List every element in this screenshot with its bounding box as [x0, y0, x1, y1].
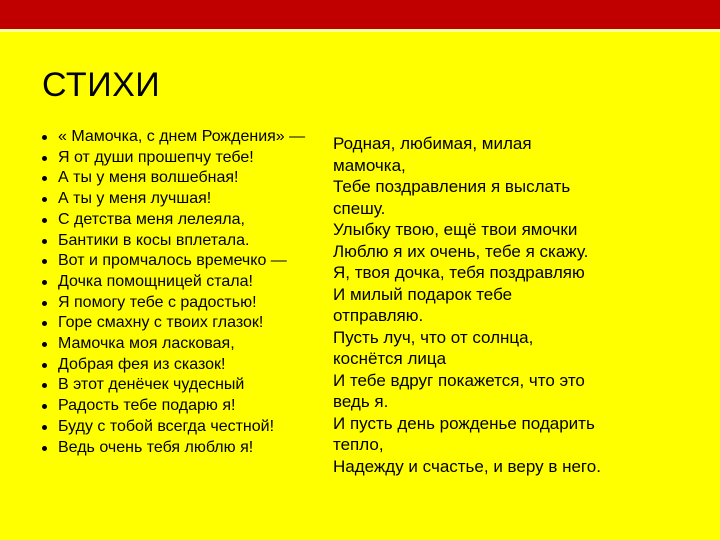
right-poem-line: мамочка, [333, 155, 406, 175]
right-poem-line: спешу. [333, 198, 386, 218]
left-poem-line: С детства меня лелеяла, [40, 210, 330, 231]
left-poem-line: Горе смахну с твоих глазок! [40, 313, 330, 334]
top-bar [0, 0, 720, 29]
right-poem [333, 133, 633, 477]
left-poem-line: Я от души прошепчу тебе! [40, 148, 330, 169]
left-poem-line: В этот денёчек чудесный [40, 375, 330, 396]
right-poem-line: Люблю я их очень, тебе я скажу. [333, 241, 589, 261]
left-poem-line: Буду с тобой всегда честной! [40, 417, 330, 438]
left-poem-line: Добрая фея из сказок! [40, 355, 330, 376]
right-poem-line: ведь я. [333, 392, 389, 411]
left-poem-line: Ведь очень тебя люблю я! [40, 438, 330, 459]
right-poem-line: Надежду и счастье, и веру в него. [333, 456, 601, 476]
left-poem-line: А ты у меня волшебная! [40, 168, 330, 189]
right-poem-line: И милый подарок тебе [333, 284, 513, 304]
left-poem-line: Бантики в косы вплетала. [40, 231, 330, 252]
left-poem-line: Мамочка моя ласковая, [40, 334, 330, 355]
right-poem-line: Улыбку твою, ещё твои ямочки [333, 220, 578, 239]
slide-title: СТИХИ [42, 66, 161, 104]
right-poem-line: коснётся лица [333, 349, 447, 368]
right-poem-line: отправляю. [333, 306, 424, 325]
left-poem-line: Я помогу тебе с радостью! [40, 293, 330, 314]
left-poem-list [40, 127, 330, 458]
left-poem-line: « Мамочка, с днем Рождения» — [40, 127, 330, 148]
left-poem-line: А ты у меня лучшая! [40, 189, 330, 210]
left-poem-line: Вот и промчалось времечко — [40, 251, 330, 272]
right-poem-line: Пусть луч, что от солнца, [333, 327, 534, 347]
right-poem-line: Тебе поздравления я выслать [333, 177, 571, 196]
left-poem-line: Радость тебе подарю я! [40, 396, 330, 417]
top-bar-stripe [0, 29, 720, 32]
left-poem-line: Дочка помощницей стала! [40, 272, 330, 293]
right-poem-line: Я, твоя дочка, тебя поздравляю [333, 263, 585, 282]
right-poem-line: И тебе вдруг покажется, что это [333, 370, 585, 390]
right-poem-line: Родная, любимая, милая [333, 134, 532, 153]
right-poem-line: И пусть день рожденье подарить [333, 413, 595, 433]
right-poem-line: тепло, [333, 435, 384, 454]
